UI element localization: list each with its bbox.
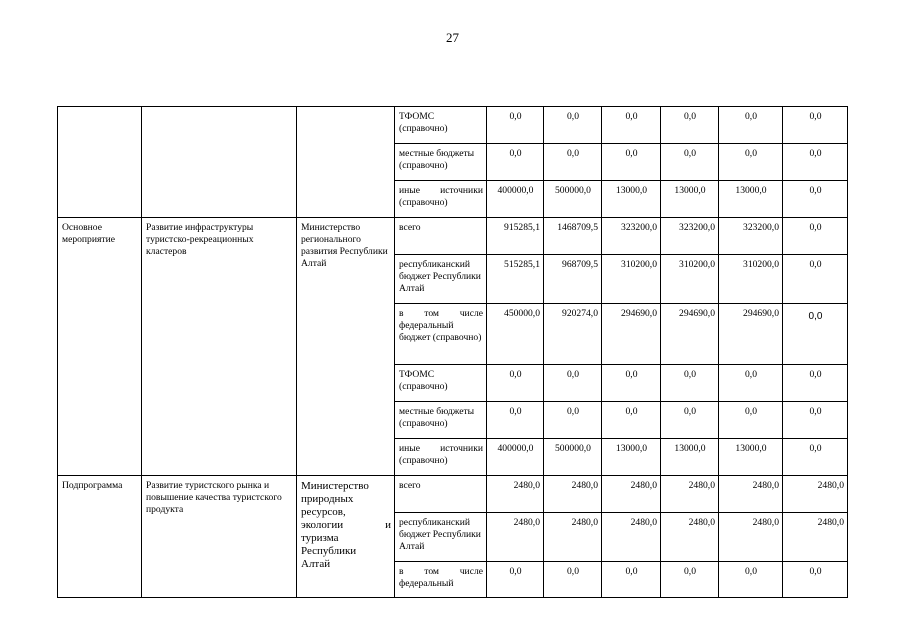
value-cell: 2480,0 xyxy=(661,476,719,513)
value-cell: 0,0 xyxy=(719,144,783,181)
funding-source-cell: ТФОМС (справочно) xyxy=(395,107,487,144)
value-cell: 0,0 xyxy=(602,144,661,181)
value-cell: 310200,0 xyxy=(661,255,719,304)
funding-source-cell: иные источники (справочно) xyxy=(395,439,487,476)
value-cell: 0,0 xyxy=(544,365,602,402)
value-cell: 400000,0 xyxy=(487,181,544,218)
value-cell: 2480,0 xyxy=(602,513,661,562)
page-number: 27 xyxy=(446,30,459,45)
value-cell: 13000,0 xyxy=(602,181,661,218)
value-cell: 310200,0 xyxy=(602,255,661,304)
value-cell: 0,0 xyxy=(602,107,661,144)
value-cell: 0,0 xyxy=(602,365,661,402)
value-cell: 2480,0 xyxy=(602,476,661,513)
value-cell: 0,0 xyxy=(719,562,783,598)
value-cell: 294690,0 xyxy=(719,304,783,365)
value-cell: 2480,0 xyxy=(661,513,719,562)
value-cell: 2480,0 xyxy=(783,513,848,562)
value-cell: 0,0 xyxy=(661,402,719,439)
value-cell: 0,0 xyxy=(487,562,544,598)
value-cell: 1468709,5 xyxy=(544,218,602,255)
value-cell: 0,0 xyxy=(783,218,848,255)
activity-type-cell: Подпрограмма xyxy=(58,476,142,598)
value-cell: 0,0 xyxy=(544,402,602,439)
funding-source-cell: ТФОМС (справочно) xyxy=(395,365,487,402)
funding-source-cell: иные источники (справочно) xyxy=(395,181,487,218)
value-cell: 0,0 xyxy=(783,107,848,144)
funding-source-cell: всего xyxy=(395,218,487,255)
value-cell: 0,0 xyxy=(487,365,544,402)
value-cell: 0,0 xyxy=(487,144,544,181)
value-cell: 2480,0 xyxy=(487,476,544,513)
responsible-cell: Министерство регионального развития Республики Алтай xyxy=(297,218,395,476)
funding-source-cell: в том числе федеральный бюджет (справочно) xyxy=(395,304,487,365)
table-row xyxy=(58,107,848,144)
value-cell: 0,0 xyxy=(719,402,783,439)
value-cell: 0,0 xyxy=(719,107,783,144)
value-cell: 0,0 xyxy=(602,562,661,598)
value-cell: 2480,0 xyxy=(719,476,783,513)
funding-source-cell: местные бюджеты (справочно) xyxy=(395,402,487,439)
value-cell: 0,0 xyxy=(487,402,544,439)
value-cell: 0,0 xyxy=(783,304,848,365)
funding-source-cell: всего xyxy=(395,476,487,513)
activity-name-cell: Развитие инфраструктуры туристско-рекреационных кластеров xyxy=(142,218,297,476)
activity-name-cell: Развитие туристского рынка и повышение качества туристского продукта xyxy=(142,476,297,598)
value-cell: 0,0 xyxy=(661,562,719,598)
value-cell: 915285,1 xyxy=(487,218,544,255)
activity-type-cell: Основное мероприятие xyxy=(58,218,142,476)
value-cell: 920274,0 xyxy=(544,304,602,365)
value-cell: 13000,0 xyxy=(602,439,661,476)
value-cell: 323200,0 xyxy=(602,218,661,255)
value-cell: 0,0 xyxy=(544,107,602,144)
responsible-cell: Министерство природных ресурсов, экологии и туризма Республики Алтай xyxy=(297,476,395,598)
value-cell: 450000,0 xyxy=(487,304,544,365)
value-cell: 13000,0 xyxy=(719,181,783,218)
value-cell: 0,0 xyxy=(783,255,848,304)
value-cell: 0,0 xyxy=(544,144,602,181)
value-cell: 310200,0 xyxy=(719,255,783,304)
funding-source-cell: республиканский бюджет Республики Алтай xyxy=(395,255,487,304)
value-cell: 0,0 xyxy=(661,107,719,144)
value-cell: 0,0 xyxy=(783,144,848,181)
funding-source-cell: республиканский бюджет Республики Алтай xyxy=(395,513,487,562)
value-cell: 2480,0 xyxy=(544,476,602,513)
value-cell: 515285,1 xyxy=(487,255,544,304)
value-cell: 2480,0 xyxy=(544,513,602,562)
value-cell: 0,0 xyxy=(783,181,848,218)
value-cell: 0,0 xyxy=(783,365,848,402)
value-cell: 2480,0 xyxy=(487,513,544,562)
value-cell: 0,0 xyxy=(783,402,848,439)
value-cell: 13000,0 xyxy=(719,439,783,476)
table-row xyxy=(58,218,848,255)
value-cell: 294690,0 xyxy=(661,304,719,365)
table-row xyxy=(58,476,848,513)
value-cell: 2480,0 xyxy=(719,513,783,562)
value-cell: 323200,0 xyxy=(661,218,719,255)
value-cell: 294690,0 xyxy=(602,304,661,365)
value-cell: 323200,0 xyxy=(719,218,783,255)
value-cell: 0,0 xyxy=(661,144,719,181)
empty-name-cell xyxy=(142,107,297,218)
value-cell: 0,0 xyxy=(719,365,783,402)
value-cell: 0,0 xyxy=(661,365,719,402)
value-cell: 0,0 xyxy=(783,562,848,598)
value-cell: 0,0 xyxy=(544,562,602,598)
value-cell: 13000,0 xyxy=(661,181,719,218)
value-cell: 13000,0 xyxy=(661,439,719,476)
value-cell: 968709,5 xyxy=(544,255,602,304)
empty-responsible-cell xyxy=(297,107,395,218)
value-cell: 0,0 xyxy=(487,107,544,144)
empty-type-cell xyxy=(58,107,142,218)
value-cell: 0,0 xyxy=(602,402,661,439)
budget-table xyxy=(57,106,848,598)
value-cell: 500000,0 xyxy=(544,439,602,476)
value-cell: 400000,0 xyxy=(487,439,544,476)
value-cell: 2480,0 xyxy=(783,476,848,513)
funding-source-cell: местные бюджеты (справочно) xyxy=(395,144,487,181)
value-cell: 0,0 xyxy=(783,439,848,476)
funding-source-cell: в том числе федеральный xyxy=(395,562,487,598)
value-cell: 500000,0 xyxy=(544,181,602,218)
